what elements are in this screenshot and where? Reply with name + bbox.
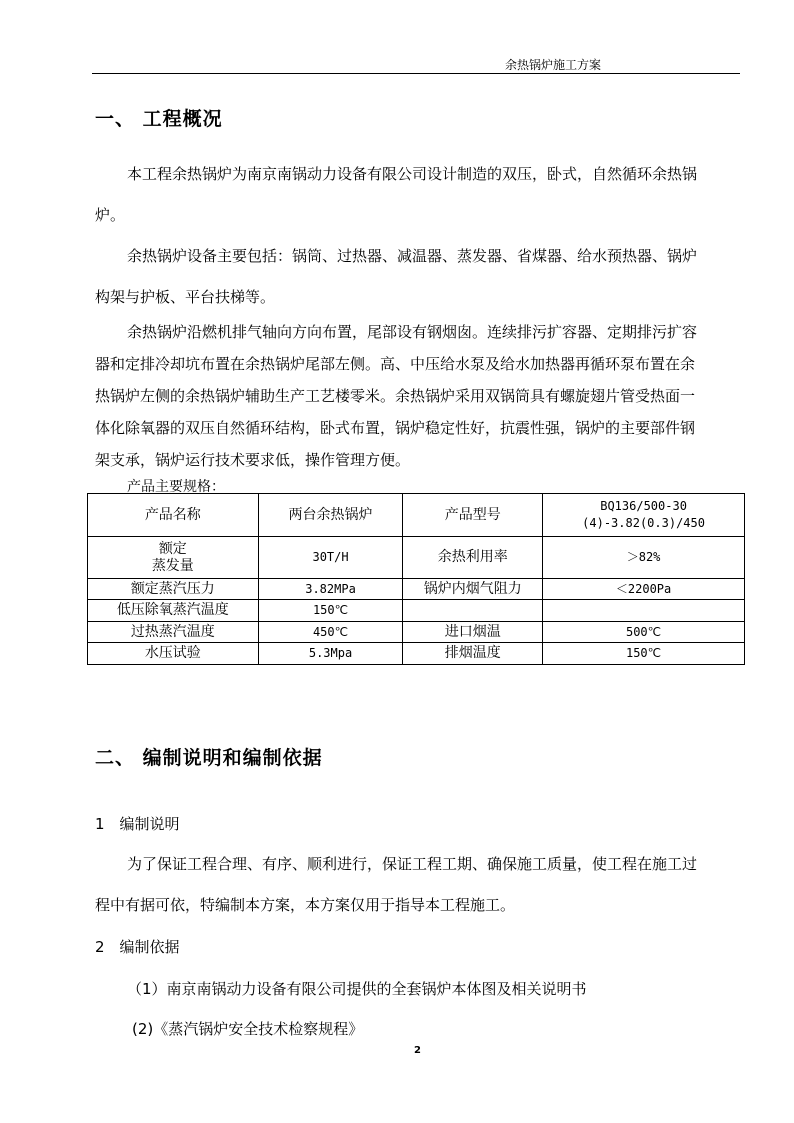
- header-title: 余热锅炉施工方案: [505, 58, 602, 72]
- header-rule: [92, 73, 740, 74]
- table-cell: ＜2200Pa: [543, 579, 745, 600]
- table-cell: 水压试验: [88, 643, 259, 665]
- section1-heading: 一、 工程概况: [95, 108, 223, 130]
- table-cell: [543, 600, 745, 622]
- model-line1: BQ136/500-30: [600, 499, 687, 513]
- para3-line2: 器和定排冷却坑布置在余热锅炉尾部左侧。高、中压给水泵及给水加热器再循环泵布置在余: [95, 355, 696, 373]
- table-cell: [403, 600, 543, 622]
- table-row: [88, 579, 745, 600]
- table-row: [88, 537, 745, 579]
- spec-table: [87, 493, 745, 665]
- spec-label: 产品主要规格：: [127, 479, 225, 495]
- table-cell: ＞82%: [543, 537, 745, 579]
- table-cell: [88, 537, 259, 579]
- para2-line2: 构架与护板、平台扶梯等。: [95, 288, 276, 306]
- table-row: [88, 643, 745, 665]
- table-cell: 过热蒸汽温度: [88, 622, 259, 643]
- table-cell: 产品名称: [88, 494, 259, 537]
- table-cell: 额定蒸汽压力: [88, 579, 259, 600]
- basis-item-2: (2)《蒸汽锅炉安全技术检察规程》: [132, 1020, 364, 1038]
- para3-line4: 体化除氧器的双压自然循环结构，卧式布置，锅炉稳定性好，抗震性强，锅炉的主要部件钢: [95, 419, 696, 437]
- table-cell: 30T/H: [258, 537, 403, 579]
- table-cell: 500℃: [543, 622, 745, 643]
- table-cell: 余热利用率: [403, 537, 543, 579]
- subsection1-title: 1 编制说明: [95, 815, 180, 833]
- para2-line1: 余热锅炉设备主要包括：锅筒、过热器、减温器、蒸发器、省煤器、给水预热器、锅炉: [127, 247, 698, 265]
- sub1-line2: 程中有据可依，特编制本方案，本方案仅用于指导本工程施工。: [95, 896, 516, 914]
- para3-line1: 余热锅炉沿燃机排气轴向方向布置，尾部设有钢烟囱。连续排污扩容器、定期排污扩容: [127, 323, 698, 341]
- model-line2: (4)-3.82(0.3)/450: [582, 516, 705, 530]
- table-cell: 排烟温度: [403, 643, 543, 665]
- para3-line3: 热锅炉左侧的余热锅炉辅助生产工艺楼零米。余热锅炉采用双锅筒具有螺旋翅片管受热面一: [95, 387, 696, 405]
- para3-line5: 架支承，锅炉运行技术要求低，操作管理方便。: [95, 451, 411, 469]
- table-row: [88, 622, 745, 643]
- rated-label-line1: 额定: [158, 540, 187, 557]
- table-cell: 150℃: [258, 600, 403, 622]
- table-row: [88, 494, 745, 537]
- table-cell: 150℃: [543, 643, 745, 665]
- sub1-line1: 为了保证工程合理、有序、顺利进行，保证工程工期、确保施工质量，使工程在施工过: [127, 855, 698, 873]
- table-cell: 进口烟温: [403, 622, 543, 643]
- para1-line1: 本工程余热锅炉为南京南锅动力设备有限公司设计制造的双压，卧式，自然循环余热锅: [127, 165, 698, 183]
- table-cell: 5.3Mpa: [258, 643, 403, 665]
- basis-item-1: （1）南京南锅动力设备有限公司提供的全套锅炉本体图及相关说明书: [127, 980, 587, 998]
- table-row: [88, 600, 745, 622]
- table-cell: 450℃: [258, 622, 403, 643]
- table-cell: 两台余热锅炉: [258, 494, 403, 537]
- section2-heading: 二、 编制说明和编制依据: [95, 747, 323, 769]
- table-cell: 产品型号: [403, 494, 543, 537]
- para1-line2: 炉。: [95, 206, 126, 224]
- table-cell: 3.82MPa: [258, 579, 403, 600]
- subsection2-title: 2 编制依据: [95, 938, 180, 956]
- table-cell: [543, 494, 745, 537]
- rated-label-line2: 蒸发量: [151, 557, 194, 574]
- table-cell: 低压除氧蒸汽温度: [88, 600, 259, 622]
- table-cell: 锅炉内烟气阻力: [403, 579, 543, 600]
- page-number: 2: [414, 1045, 421, 1056]
